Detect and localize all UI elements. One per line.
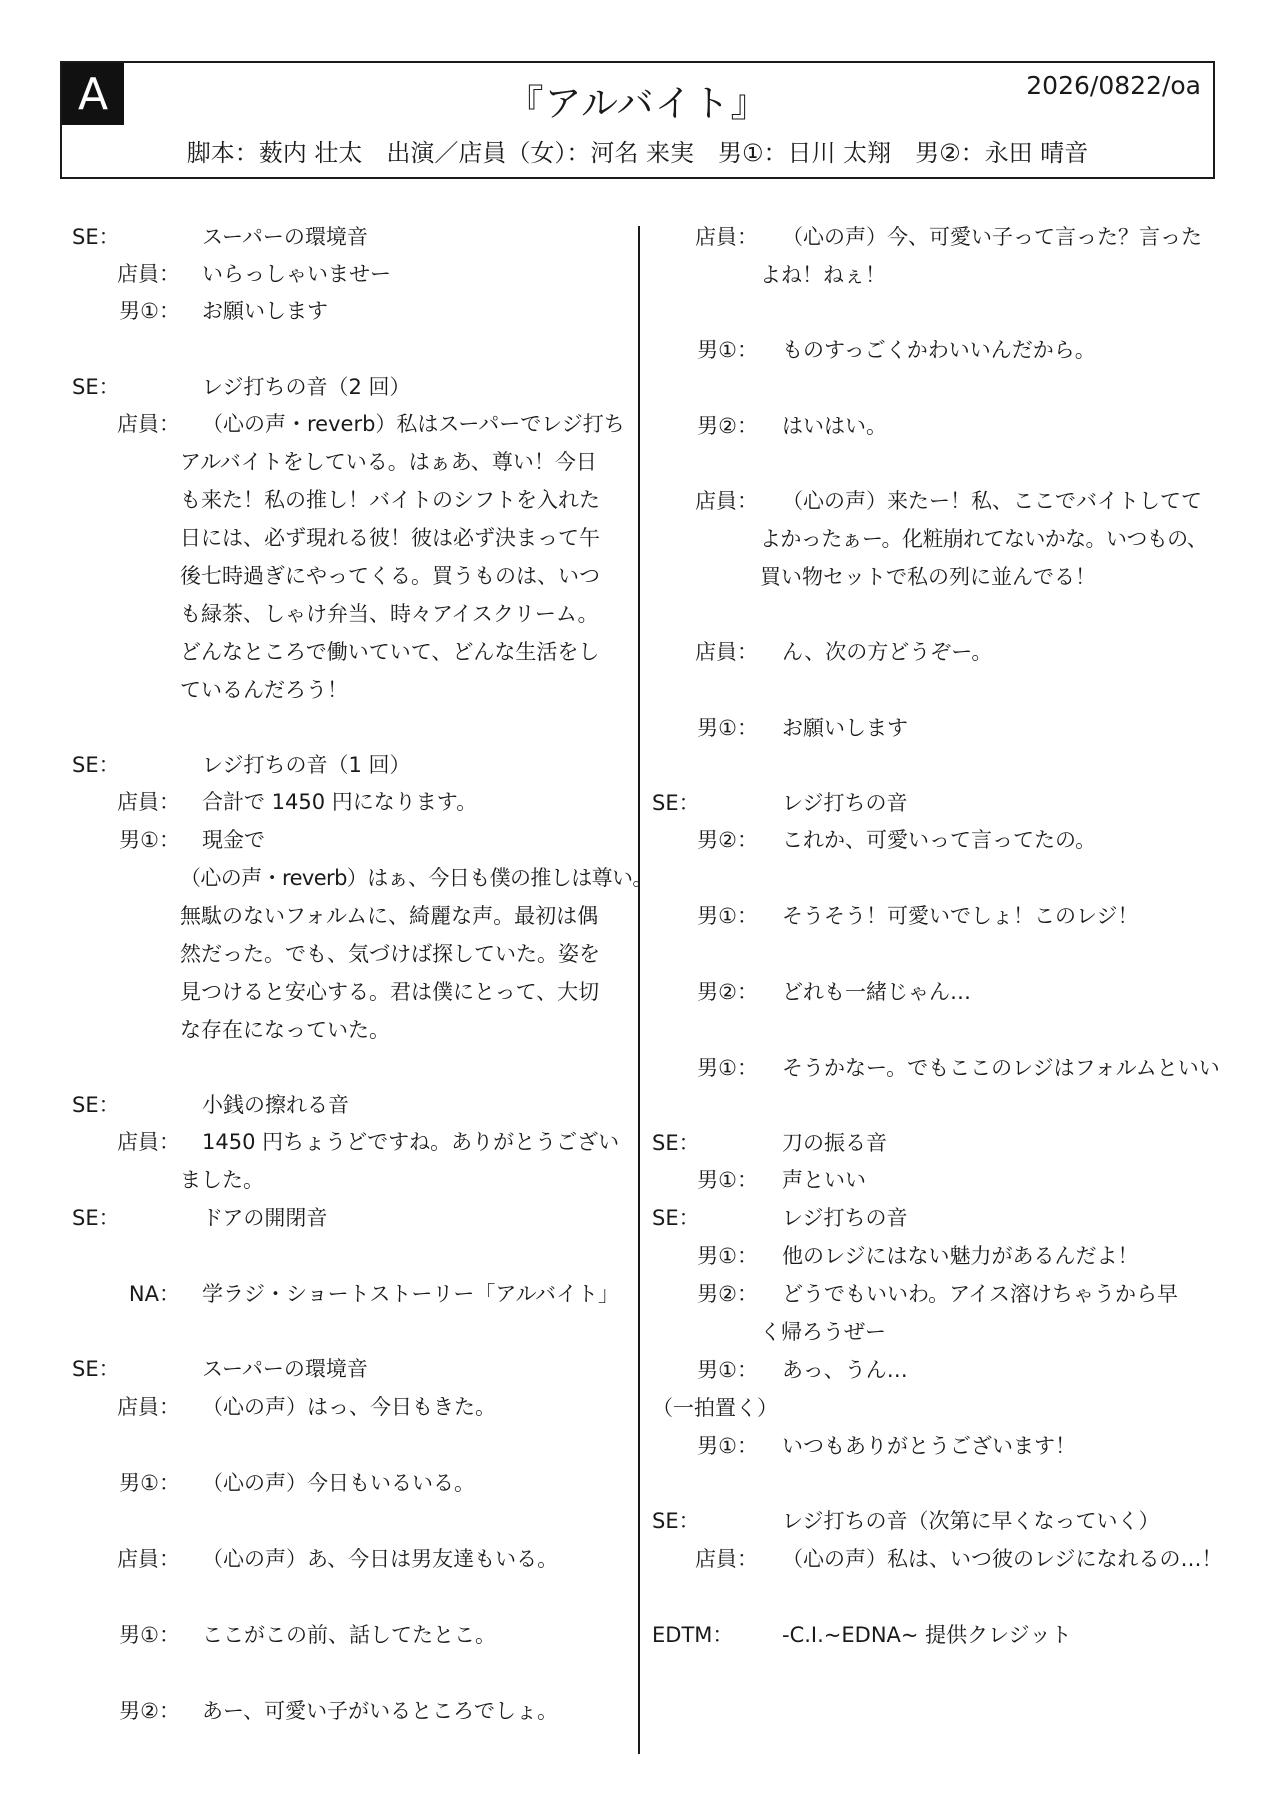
line-text: 見つけると安心する。君は僕にとって、大切 [180,980,600,1004]
line-text: く帰ろうぜー [760,1320,886,1344]
speaker-label: NA： [128,1282,180,1306]
speaker-label: 店員： [117,790,180,814]
cast-credits: 脚本：薮内 壮太 出演／店員（女）：河名 来実 男①：日川 太翔 男②：永田 晴音 [186,139,1089,167]
line-text: スーパーの環境音 [202,1357,368,1381]
line-text: も来た！私の推し！バイトのシフトを入れた [180,488,600,512]
speaker-label: 店員： [695,1547,758,1571]
speaker-label: 店員： [695,225,758,249]
line-text: レジ打ちの音（次第に早くなっていく） [782,1509,1160,1533]
line-text: はいはい。 [782,414,887,438]
line-text: （心の声・reverb）はぁ、今日も僕の推しは尊い。 [180,866,653,890]
line-text: 後七時過ぎにやってくる。買うものは、いつ [180,564,600,588]
speaker-label: 男②： [697,1282,758,1306]
line-text: アルバイトをしている。はぁあ、尊い！今日 [180,450,597,474]
line-text: 声といい [782,1168,866,1192]
line-text: あー、可愛い子がいるところでしょ。 [202,1699,558,1723]
line-text: どんなところで働いていて、どんな生活をし [180,640,600,664]
line-text: ものすっごくかわいいんだから。 [782,338,1096,362]
line-text: ん、次の方どうぞー。 [782,640,993,664]
line-text: も緑茶、しゃけ弁当、時々アイスクリーム。 [180,602,599,626]
speaker-label: 男①： [697,1168,758,1192]
line-text: 無駄のないフォルムに、綺麗な声。最初は偶 [180,904,599,928]
line-text: よね！ねぇ！ [760,263,886,287]
line-text: レジ打ちの音 [782,791,908,815]
script-badge: A [62,63,124,125]
speaker-label: 店員： [117,1130,180,1154]
stage-direction: （一拍置く） [652,1396,778,1420]
speaker-label: 店員： [117,1547,180,1571]
line-text: どうでもいいわ。アイス溶けちゃうから早 [782,1282,1179,1306]
line-text: 1450 円ちょうどですね。ありがとうござい [202,1130,620,1154]
speaker-label: 店員： [117,262,180,286]
line-text: （心の声）私は、いつ彼のレジになれるの…！ [782,1547,1223,1571]
line-text: スーパーの環境音 [202,225,368,249]
speaker-label: 男①： [697,1244,758,1268]
cue-label: SE： [652,1206,700,1230]
line-text: （心の声・reverb）私はスーパーでレジ打ち [202,412,625,436]
line-text: ここがこの前、話してたとこ。 [202,1623,496,1647]
speaker-label: 男①： [697,1056,758,1080]
speaker-label: 男②： [697,414,758,438]
line-text: （心の声）今、可愛い子って言った？言った [782,225,1202,249]
line-text: いつもありがとうございます！ [782,1434,1076,1458]
line-text: 然だった。でも、気づけば探していた。姿を [180,942,600,966]
line-text: 買い物セットで私の列に並んでる！ [760,565,1096,589]
line-text: そうかなー。でもここのレジはフォルムといい [782,1056,1220,1080]
speaker-label: 店員： [695,640,758,664]
line-text: ているんだろう！ [180,678,348,702]
cue-label: SE： [72,1093,120,1117]
cue-label: EDTM： [652,1623,734,1647]
speaker-label: 男①： [697,338,758,362]
cue-label: SE： [652,791,700,815]
cue-label: SE： [652,1131,700,1155]
line-text: 学ラジ・ショートストーリー「アルバイト」 [202,1282,620,1306]
line-text: そうそう！可愛いでしょ！このレジ！ [782,904,1139,928]
line-text: （心の声）今日もいるいる。 [202,1471,475,1495]
line-text: レジ打ちの音 [782,1206,908,1230]
line-text: ました。 [180,1168,264,1192]
line-text: 合計で 1450 円になります。 [202,790,478,814]
line-text: レジ打ちの音（2 回） [202,375,411,399]
page-title: 『アルバイト』 [506,82,769,125]
line-text: 日には、必ず現れる彼！彼は必ず決まって午 [180,526,600,550]
speaker-label: 男②： [119,1699,180,1723]
line-text: レジ打ちの音（1 回） [202,753,411,777]
cue-label: SE： [72,1206,120,1230]
line-text: ドアの開閉音 [202,1206,328,1230]
line-text: 刀の振る音 [782,1131,887,1155]
line-text: 他のレジにはない魅力があるんだよ！ [782,1244,1139,1268]
speaker-label: 男①： [119,1623,180,1647]
speaker-label: 男②： [697,980,758,1004]
line-text: （心の声）あ、今日は男友達もいる。 [202,1547,559,1571]
line-text: どれも一緒じゃん… [782,980,971,1004]
line-text: 現金で [202,828,265,852]
cue-label: SE： [72,225,120,249]
speaker-label: 男①： [119,828,180,852]
speaker-label: 男①： [119,1471,180,1495]
line-text: （心の声）来たー！私、ここでバイトしてて [782,489,1202,513]
broadcast-date: 2026/0822/oa [1026,71,1201,100]
speaker-label: 店員： [117,1395,180,1419]
speaker-label: 男①： [697,904,758,928]
speaker-label: 男①： [697,716,758,740]
speaker-label: 男②： [697,828,758,852]
speaker-label: 男①： [697,1358,758,1382]
cue-label: SE： [72,753,120,777]
line-text: これか、可愛いって言ってたの。 [782,828,1097,852]
line-text: な存在になっていた。 [180,1018,390,1042]
line-text: お願いします [782,716,908,740]
line-text: お願いします [202,299,328,323]
line-text: （心の声）はっ、今日もきた。 [202,1395,496,1419]
cue-label: SE： [652,1509,700,1533]
cue-label: SE： [72,1357,120,1381]
speaker-label: 店員： [695,489,758,513]
speaker-label: 男①： [697,1434,758,1458]
line-text: よかったぁー。化粧崩れてないかな。いつもの、 [760,527,1208,551]
speaker-label: 店員： [117,412,180,436]
cue-label: SE： [72,375,120,399]
line-text: あっ、うん… [782,1358,908,1382]
line-text: いらっしゃいませー [202,262,391,286]
line-text: 小銭の擦れる音 [202,1093,349,1117]
speaker-label: 男①： [119,299,180,323]
line-text: -C.I.~EDNA~ 提供クレジット [782,1623,1072,1647]
